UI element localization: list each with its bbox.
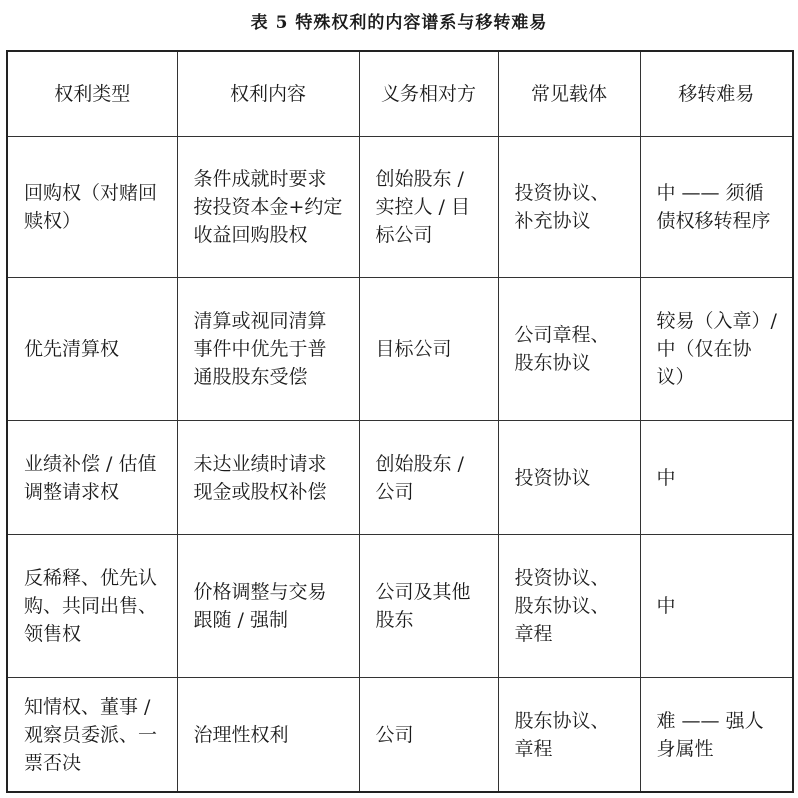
- cell-carrier: 投资协议、股东协议、章程: [498, 535, 640, 678]
- table-caption: 表 5 特殊权利的内容谱系与移转难易: [250, 13, 548, 33]
- table-row: [7, 535, 793, 678]
- cell-right-type: 回购权（对赌回赎权）: [7, 137, 177, 278]
- table-header-row: [7, 51, 793, 137]
- cell-right-type: 知情权、董事 / 观察员委派、一票否决: [7, 678, 177, 793]
- cell-right-type: 反稀释、优先认购、共同出售、领售权: [7, 535, 177, 678]
- cell-transfer-difficulty: 难 —— 强人身属性: [640, 678, 793, 793]
- cell-transfer-difficulty: 中 —— 须循债权移转程序: [640, 137, 793, 278]
- cell-right-type: 优先清算权: [7, 278, 177, 421]
- cell-transfer-difficulty: 中: [640, 421, 793, 535]
- cell-right-content: 价格调整与交易跟随 / 强制: [177, 535, 359, 678]
- table-row: [7, 137, 793, 278]
- cell-right-type: 业绩补偿 / 估值调整请求权: [7, 421, 177, 535]
- cell-carrier: 投资协议: [498, 421, 640, 535]
- cell-carrier: 投资协议、补充协议: [498, 137, 640, 278]
- header-right-content: 权利内容: [177, 51, 359, 137]
- cell-right-content: 未达业绩时请求现金或股权补偿: [177, 421, 359, 535]
- cell-obligor: 创始股东 / 公司: [359, 421, 498, 535]
- cell-obligor: 公司及其他股东: [359, 535, 498, 678]
- header-transfer-difficulty: 移转难易: [640, 51, 793, 137]
- cell-right-content: 清算或视同清算事件中优先于普通股股东受偿: [177, 278, 359, 421]
- cell-obligor: 目标公司: [359, 278, 498, 421]
- header-right-type: 权利类型: [7, 51, 177, 137]
- cell-obligor: 公司: [359, 678, 498, 793]
- header-carrier: 常见载体: [498, 51, 640, 137]
- cell-right-content: 治理性权利: [177, 678, 359, 793]
- rights-table: [6, 50, 794, 793]
- cell-carrier: 公司章程、股东协议: [498, 278, 640, 421]
- cell-transfer-difficulty: 较易（入章）/ 中（仅在协议）: [640, 278, 793, 421]
- cell-obligor: 创始股东 / 实控人 / 目标公司: [359, 137, 498, 278]
- table-row: [7, 278, 793, 421]
- cell-transfer-difficulty: 中: [640, 535, 793, 678]
- header-obligor: 义务相对方: [359, 51, 498, 137]
- table-row: [7, 421, 793, 535]
- cell-right-content: 条件成就时要求按投资本金+约定收益回购股权: [177, 137, 359, 278]
- cell-carrier: 股东协议、章程: [498, 678, 640, 793]
- table-row: [7, 678, 793, 793]
